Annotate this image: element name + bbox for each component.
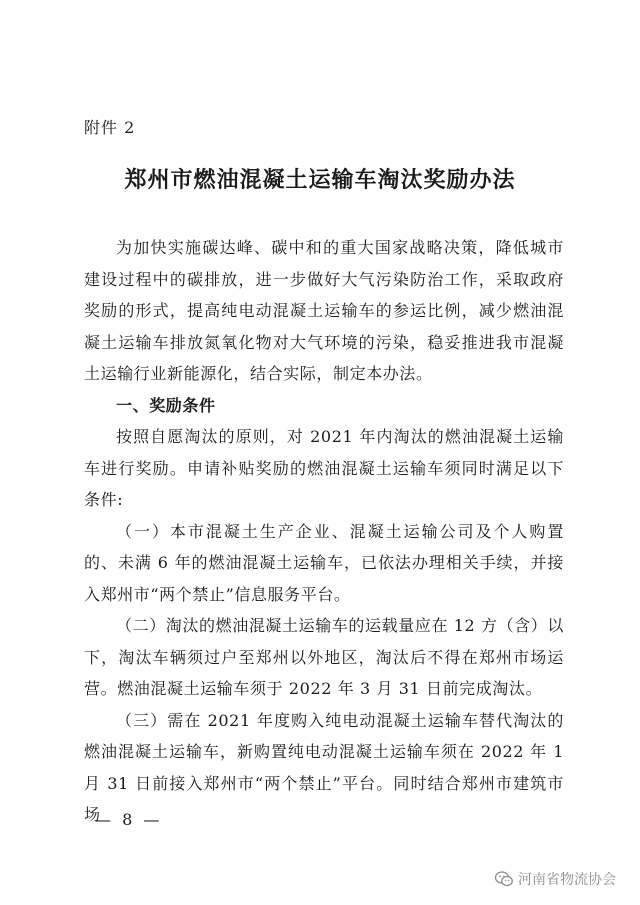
condition-item-2: （二）淘汰的燃油混凝土运输车的运载量应在 12 方（含）以下，淘汰车辆须过户至郑州以外地区，淘汰后不得在郑州市场运营。燃油混凝土运输车须于 2022 年 3 月 31 日前完成淘汰。	[84, 616, 564, 698]
condition-item-3: （三）需在 2021 年度购入纯电动混凝土运输车替代淘汰的燃油混凝土运输车，新购置纯电动混凝土运输车须在 2022 年 1 月 31 日前接入郑州市“两个禁止”平台。同时结合郑州市建筑市场	[84, 710, 564, 824]
attachment-label: 附件 2	[84, 118, 136, 137]
watermark-text: 河南省物流协会	[518, 872, 616, 888]
condition-item-1: （一）本市混凝土生产企业、混凝土运输公司及个人购置的、未满 6 年的燃油混凝土运输车，已依法办理相关手续，并接入郑州市“两个禁止”信息服务平台。	[84, 521, 564, 604]
page-number: — 8 —	[95, 810, 163, 829]
document-title: 郑州市燃油混凝土运输车淘汰奖励办法	[124, 167, 516, 193]
section-intro-paragraph: 按照自愿淘汰的原则，对 2021 年内淘汰的燃油混凝土运输车进行奖励。申请补贴奖励的燃油混凝土运输车须同时满足以下条件:	[84, 427, 564, 509]
wechat-icon	[495, 871, 513, 887]
intro-paragraph: 为加快实施碳达峰、碳中和的重大国家战略决策，降低城市建设过程中的碳排放，进一步做好大气污染防治工作，采取政府奖励的形式，提高纯电动混凝土运输车的参运比例，减少燃油混凝土运输车排放氮氧化物对大气环境的污染，稳妥推进我市混凝土运输行业新能源化，结合实际，制定本办法。	[84, 238, 564, 383]
section-heading: 一、奖励条件	[116, 395, 216, 415]
watermark	[495, 869, 616, 889]
document-body	[84, 232, 564, 831]
